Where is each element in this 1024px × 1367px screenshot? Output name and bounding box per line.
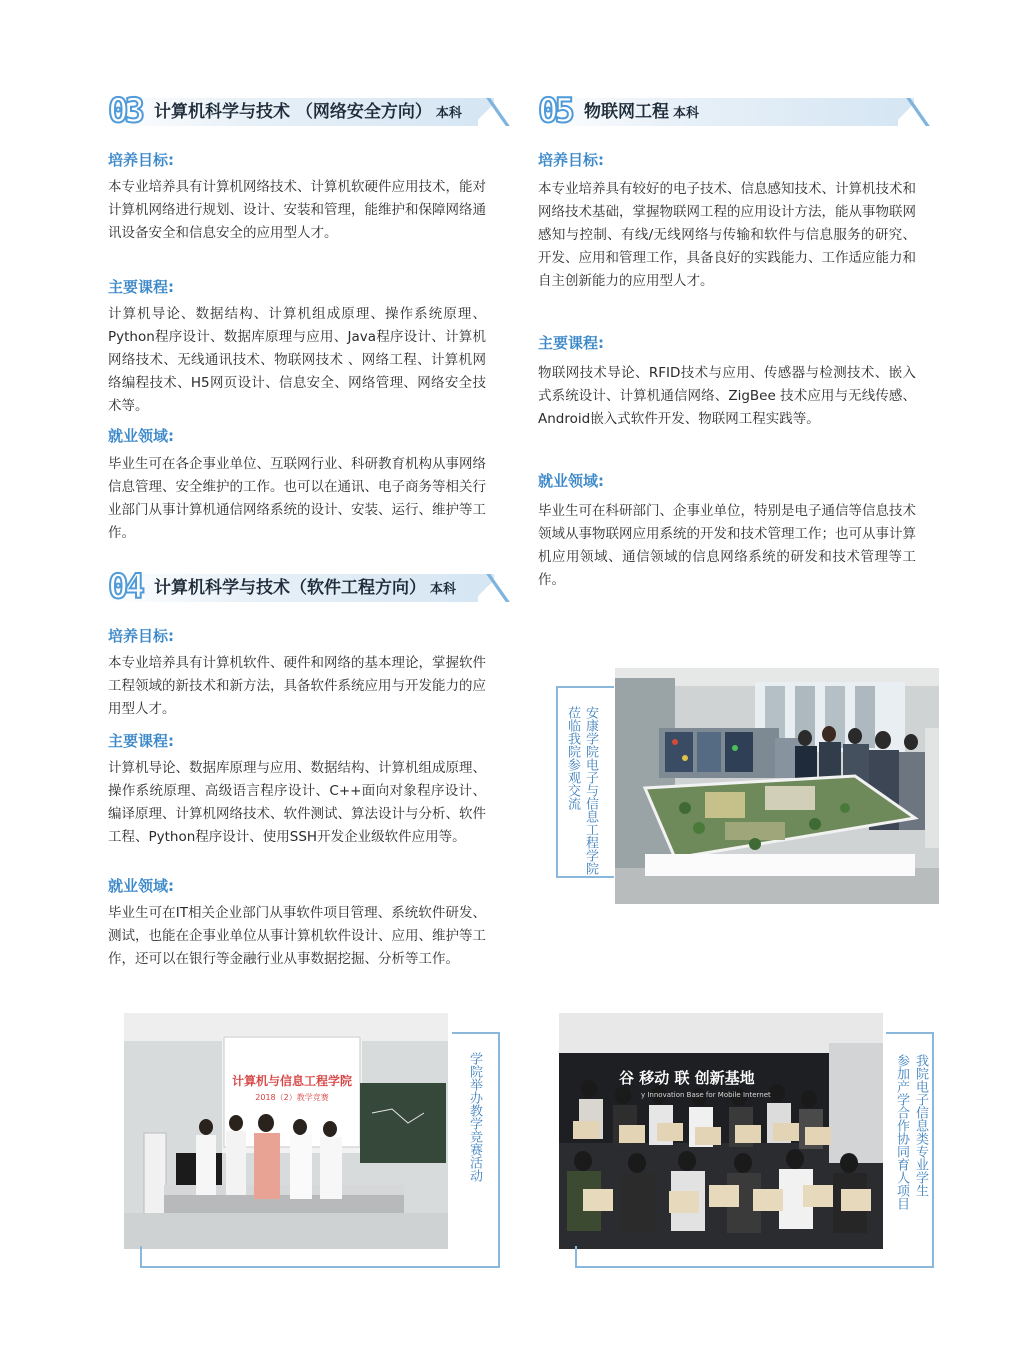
contest-caption: 学院举办教学竞赛活动: [467, 1052, 482, 1182]
section-number: 03: [108, 91, 141, 131]
section-title: [154, 100, 462, 126]
section-degree: 本科: [673, 106, 700, 121]
goal-label: 培养目标:: [108, 627, 174, 645]
section-title: [154, 576, 456, 602]
goal-text: 本专业培养具有计算机网络技术、计算机软硬件应用技术，能对计算机网络进行规划、设计、安装和管理，能维护和保障网络通讯设备安全和信息安全的应用型人才。: [108, 179, 486, 241]
photo-frame-top: [556, 686, 614, 688]
contest-photo: [124, 1013, 448, 1249]
coop-caption-line-1: 我院电子信息类专业学生: [913, 1054, 928, 1197]
job-text: 毕业生可在各企事业单位、互联网行业、科研教育机构从事网络信息管理、安全维护的工作。也可以在通讯、电子商务等相关行业部门从事计算机通信网络系统的设计、安装、运行、维护等工作。: [108, 456, 486, 541]
photo-frame-top: [452, 1032, 500, 1034]
section-title-text: 物联网工程: [584, 102, 669, 122]
job-text: 毕业生可在IT相关企业部门从事软件项目管理、系统软件研发、测试，也能在企事业单位从事计算机软件设计、应用、维护等工作，还可以在银行等金融行业从事数据挖掘、分析等工作。: [108, 905, 486, 967]
contest-screen-title: 计算机与信息工程学院: [231, 1074, 352, 1088]
coop-wall-sub: y Innovation Base for Mobile Internet: [641, 1091, 771, 1099]
coop-photo-image: [559, 1013, 883, 1249]
section-title-text: 计算机科学与技术 （网络安全方向）: [154, 102, 432, 122]
course-label: 主要课程:: [108, 278, 174, 296]
section-number: 04: [108, 567, 141, 607]
goal-label: 培养目标:: [538, 151, 604, 169]
contest-screen-sub: 2018（2）教学竞赛: [255, 1093, 329, 1102]
photo-frame-right: [498, 1032, 500, 1268]
visit-photo-image: [615, 668, 939, 904]
job-text: 毕业生可在科研部门、企事业单位，特别是电子通信等信息技术领域从事物联网应用系统的开发和技术管理工作；也可从事计算机应用领域、通信领域的信息网络系统的研发和技术管理等工作。: [538, 503, 916, 588]
course-label: 主要课程:: [108, 732, 174, 750]
goal-label: 培养目标:: [108, 151, 174, 169]
photo-frame-bottom: [140, 1266, 500, 1268]
section-degree: 本科: [430, 582, 457, 597]
photo-frame-left: [575, 1246, 577, 1268]
photo-frame-left: [556, 686, 558, 878]
coop-wall-text: 谷 移动 联 创新基地: [619, 1069, 755, 1087]
job-label: 就业领域:: [108, 427, 174, 445]
photo-frame-right: [932, 1032, 934, 1268]
photo-frame-top: [886, 1032, 934, 1034]
coop-photo: [559, 1013, 883, 1249]
section-title: [584, 100, 699, 126]
visit-caption-line-1: 安康学院电子与信息工程学院: [583, 706, 598, 875]
course-text: 物联网技术导论、RFID技术与应用、传感器与检测技术、嵌入式系统设计、计算机通信网络、ZigBee 技术应用与无线传感、Android嵌入式软件开发、物联网工程实践等。: [538, 365, 916, 427]
coop-caption-line-2: 参加产学合作协同育人项目: [894, 1054, 909, 1210]
section-number: 05: [538, 91, 571, 131]
course-text: 计算机导论、数据库原理与应用、数据结构、计算机组成原理、操作系统原理、高级语言程序设计、C++面向对象程序设计、编译原理、计算机网络技术、软件测试、算法设计与分析、软件工程、Python程序设计、使用SSH开发企业级软件应用等。: [108, 760, 486, 845]
section-04-header: [108, 567, 478, 607]
visit-photo: [615, 668, 939, 904]
job-label: 就业领域:: [108, 877, 174, 895]
goal-text: 本专业培养具有计算机软件、硬件和网络的基本理论，掌握软件工程领域的新技术和新方法，具备软件系统应用与开发能力的应用型人才。: [108, 655, 486, 717]
goal-text: 本专业培养具有较好的电子技术、信息感知技术、计算机技术和网络技术基础，掌握物联网工程的应用设计方法，能从事物联网感知与控制、有线/无线网络与传输和软件与信息服务的研究、开发、应用和管理工作，具备良好的实践能力、工作适应能力和自主创新能力的应用型人才。: [538, 181, 916, 289]
course-text: 计算机导论、数据结构、计算机组成原理、操作系统原理、Python程序设计、数据库原理与应用、Java程序设计、计算机网络技术、无线通讯技术、物联网技术 、网络工程、计算机网络编程技术、H5网页设计、信息安全、网络管理、网络安全技术等。: [108, 306, 486, 414]
photo-frame-bottom: [556, 876, 614, 878]
photo-frame-left: [140, 1246, 142, 1268]
section-05-header: [538, 91, 898, 131]
section-degree: 本科: [435, 106, 462, 121]
job-label: 就业领域:: [538, 472, 604, 490]
photo-frame-bottom: [575, 1266, 934, 1268]
course-label: 主要课程:: [538, 334, 604, 352]
visit-caption-line-2: 莅临我院参观交流: [565, 706, 580, 810]
section-03-header: [108, 91, 478, 131]
contest-photo-image: [124, 1013, 448, 1249]
section-title-text: 计算机科学与技术（软件工程方向）: [154, 578, 426, 598]
